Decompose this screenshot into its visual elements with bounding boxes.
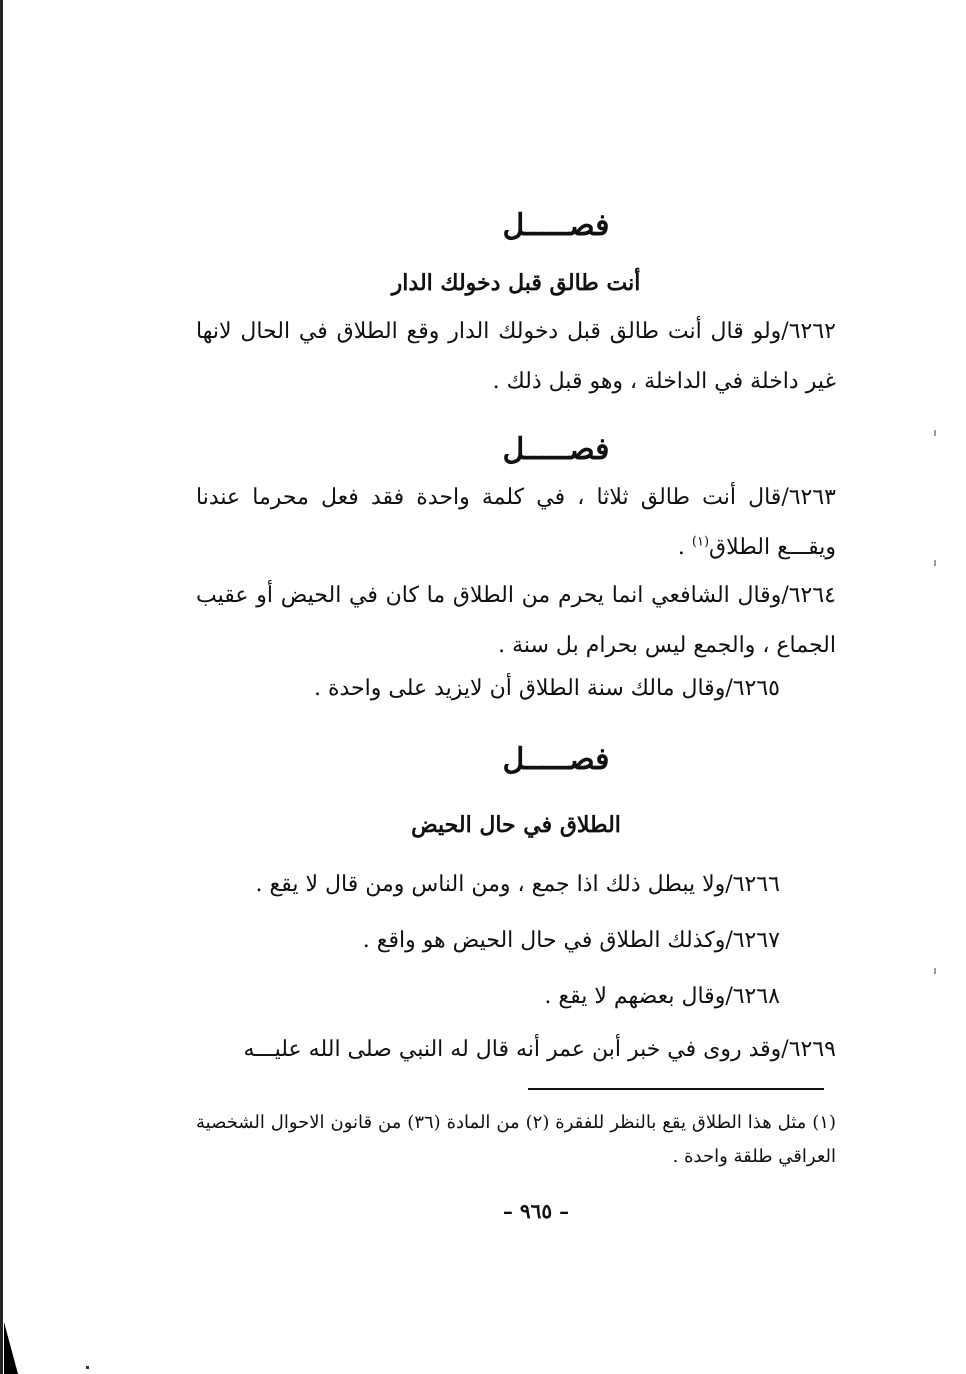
section-heading: أنت طالق قبل دخولك الدار <box>391 270 641 296</box>
scan-speck <box>934 560 936 566</box>
section-marker: فصـــــل <box>502 432 610 467</box>
paragraph-6267: ٦٢٦٧/وكذلك الطلاق في حال الحيض هو واقع . <box>362 928 780 953</box>
footnote: (١) مثل هذا الطلاق يقع بالنظر للفقرة (٢) من المادة (٣٦) من قانون الاحوال الشخصية العراقي طلقة واحدة . <box>196 1112 836 1167</box>
paragraph-6268: ٦٢٦٨/وقال بعضهم لا يقع . <box>544 984 780 1009</box>
scan-corner-mark <box>4 1322 18 1374</box>
paragraph-6264: ٦٢٦٤/وقال الشافعي انما يحرم من الطلاق ما كان في الحيض أو عقيب الجماع ، والجمع ليس بحرام بل سنة . <box>196 583 836 658</box>
section-heading: الطلاق في حال الحيض <box>411 812 621 838</box>
scan-speck <box>934 430 936 436</box>
section-marker: فصـــــل <box>502 742 610 777</box>
footnote-separator <box>528 1088 824 1090</box>
paragraph-6265: ٦٢٦٥/وقال مالك سنة الطلاق أن لايزيد على واحدة . <box>313 676 780 701</box>
paragraph-6266: ٦٢٦٦/ولا يبطل ذلك اذا جمع ، ومن الناس ومن قال لا يقع . <box>255 872 780 897</box>
section-marker: فصـــــل <box>502 208 610 243</box>
footnote-reference: (١) <box>691 534 710 550</box>
book-page <box>196 0 836 1374</box>
scan-left-edge <box>0 0 3 1374</box>
paragraph-6263: ٦٢٦٣/قال أنت طالق ثلاثا ، في كلمة واحدة فقد فعل محرما عندنا ويقـــع الطلاق$^{(١)}$ . <box>196 485 836 560</box>
paragraph-6269: ٦٢٦٩/وقد روى في خبر أبن عمر أنه قال له النبي صلى الله عليـــه <box>243 1037 836 1062</box>
paragraph-6262: ٦٢٦٢/ولو قال أنت طالق قبل دخولك الدار وقع الطلاق في الحال لانها غير داخلة في الداخلة ، وهو قبل ذلك . <box>196 319 836 394</box>
scan-speck <box>86 1366 89 1369</box>
page-number: – ٩٦٥ – <box>502 1199 570 1223</box>
scan-speck <box>934 968 936 974</box>
